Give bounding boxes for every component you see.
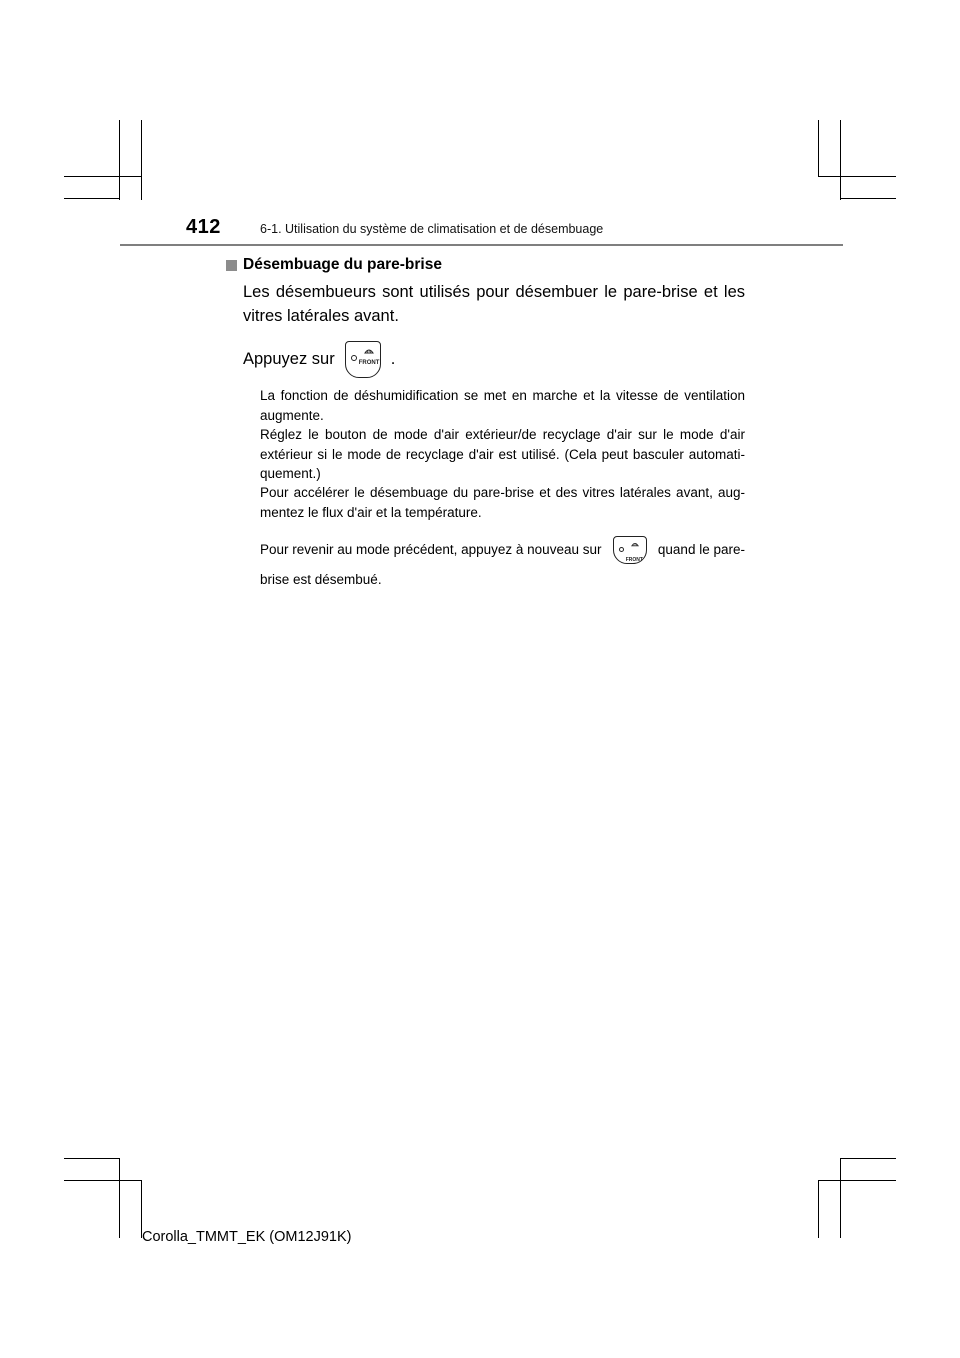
crop-mark [64,176,142,177]
press-prefix: Appuyez sur [243,349,335,368]
front-defroster-button-icon [345,341,381,378]
indicator-light-icon [619,547,624,552]
press-instruction [243,340,395,378]
crop-mark [818,120,819,176]
note-return-mode [260,536,745,590]
crop-mark [818,1180,819,1238]
indicator-light-icon [351,355,357,361]
section-heading [226,256,442,274]
crop-mark [840,120,841,200]
note-return-suffix: quand le pare- [657,542,745,558]
bullet-square-icon [226,260,237,271]
page-number: 412 [186,216,221,238]
crop-mark [840,1158,841,1238]
header-divider [120,244,843,246]
note-return-prefix: Pour revenir au mode précédent, appuyez à nouveau sur [260,542,602,558]
press-suffix: . [390,349,396,368]
body-paragraph: Les désembueurs sont utilisés pour désembuer le pare-brise et les vitres latérales avant. [243,283,745,325]
crop-mark [119,1158,120,1238]
crop-mark [64,1158,120,1159]
note-dehumidification: La fonction de déshumidification se met en marche et la vitesse de ventilation augmente. [260,388,745,423]
button-label: FRONT [625,557,643,563]
footer-model-code: Corolla_TMMT_EK (OM12J91K) [142,1229,352,1245]
heading-text: Désembuage du pare-brise [243,256,442,273]
section-title: 6-1. Utilisation du système de climatisation et de désembuage [260,222,604,236]
crop-mark [818,176,896,177]
crop-mark [64,198,120,199]
crop-mark [141,120,142,200]
crop-mark [840,198,896,199]
crop-mark [119,120,120,200]
crop-mark [840,1158,896,1159]
note-return-line2: brise est désembué. [260,572,382,587]
note-air-mode: Réglez le bouton de mode d'air extérieur/de recyclage d'air sur le mode d'air extérieur si le mode de recyclage d'air est utilisé. (Cela peut basculer automati-quement.) [260,427,745,481]
note-accelerate: Pour accélérer le désembuage du pare-brise et des vitres latérales avant, aug-mentez le flux d'air et la température. [260,485,745,520]
button-label: FRONT [358,359,380,366]
front-defroster-button-icon [613,536,647,564]
crop-mark [64,1180,142,1181]
crop-mark [818,1180,896,1181]
windshield-defrost-icon [631,541,639,549]
windshield-defrost-icon [364,347,374,357]
